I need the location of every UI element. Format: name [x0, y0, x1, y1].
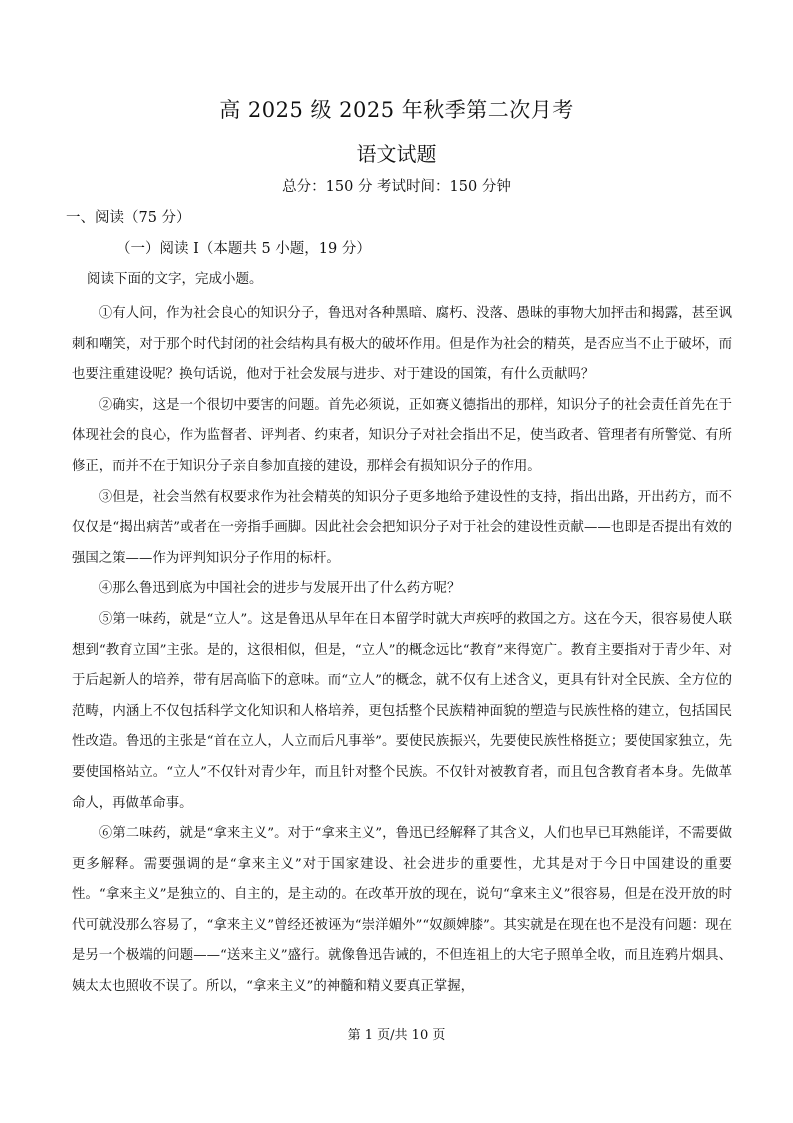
exam-meta: 总分：150 分 考试时间：150 分钟 — [282, 179, 511, 195]
subsection-heading: （一）阅读 I（本题共 5 小题，19 分） — [116, 241, 371, 257]
paragraph-2: ②确实，这是一个很切中要害的问题。首先必须说，正如赛义德指出的那样，知识分子的社会责任首先在于体现社会的良心，作为监督者、评判者、约束者，知识分子对社会指出不足，使当政者、管理者有所警觉、有所修正，而并不在于知识分子亲自参加直接的建设，那样会有损知识分子的作用。 — [72, 397, 732, 474]
exam-subtitle: 语文试题 — [356, 142, 437, 166]
paragraph-1: ①有人问，作为社会良心的知识分子，鲁迅对各种黑暗、腐朽、没落、愚昧的事物大加抨击和揭露，甚至讽刺和嘲笑，对于那个时代封闭的社会结构具有极大的破坏作用。但是作为社会的精英，是否应当不止于破坏，而也要注重建设呢？换句话说，他对于社会发展与进步、对于建设的国策，有什么贡献吗？ — [72, 306, 732, 383]
paragraph-5: ⑤第一味药，就是“立人”。这是鲁迅从早年在日本留学时就大声疾呼的救国之方。这在今天，很容易使人联想到“教育立国”主张。是的，这很相似，但是，“立人”的概念远比“教育”来得宽广。教育主要指对于青少年、对于后起新人的培养，带有居高临下的意味。而“立人”的概念，就不仅有上述含义，更具有针对全民族、全方位的范畴，内涵上不仅包括科学文化知识和人格培养，更包括整个民族精神面貌的塑造与民族性格的建立，包括国民性改造。鲁迅的主张是“首在立人，人立而后凡事举”。要使民族振兴，先要使民族性格挺立；要使国家独立，先要使国格站立。“立人”不仅针对青少年，而且针对整个民族。不仅针对被教育者，而且包含教育者本身。先做革命人，再做革命事。 — [72, 611, 732, 811]
reading-passage — [72, 299, 732, 1003]
paragraph-3: ③但是，社会当然有权要求作为社会精英的知识分子更多地给予建设性的支持，指出出路，开出药方，而不仅仅是“揭出病苦”或者在一旁指手画脚。因此社会会把知识分子对于社会的建设性贡献——也即是否提出有效的强国之策——作为评判知识分子作用的标杆。 — [72, 489, 732, 566]
page-number: 第 1 页/共 10 页 — [347, 1028, 446, 1043]
exam-title: 高 2025 级 2025 年秋季第二次月考 — [219, 98, 574, 122]
section-heading: 一、阅读（75 分） — [66, 210, 191, 226]
paragraph-4: ④那么鲁迅到底为中国社会的进步与发展开出了什么药方呢？ — [98, 581, 461, 597]
instruction-text: 阅读下面的文字，完成小题。 — [87, 271, 263, 287]
paragraph-6: ⑥第二味药，就是“拿来主义”。对于“拿来主义”，鲁迅已经解释了其含义，人们也早已耳熟能详，不需要做更多解释。需要强调的是“拿来主义”对于国家建设、社会进步的重要性，尤其是对于今日中国建设的重要性。“拿来主义”是独立的、自主的，是主动的。在改革开放的现在，说句“拿来主义”很容易，但是在没开放的时代可就没那么容易了，“拿来主义”曾经还被诬为“崇洋媚外”“奴颜婢膝”。其实就是在现在也不是没有问题：现在是另一个极端的问题——“送来主义”盛行。就像鲁迅告诫的，不但连祖上的大宅子照单全收，而且连鸦片烟具、姨太太也照收不误了。所以，“拿来主义”的神髓和精义要真正掌握， — [72, 826, 732, 995]
